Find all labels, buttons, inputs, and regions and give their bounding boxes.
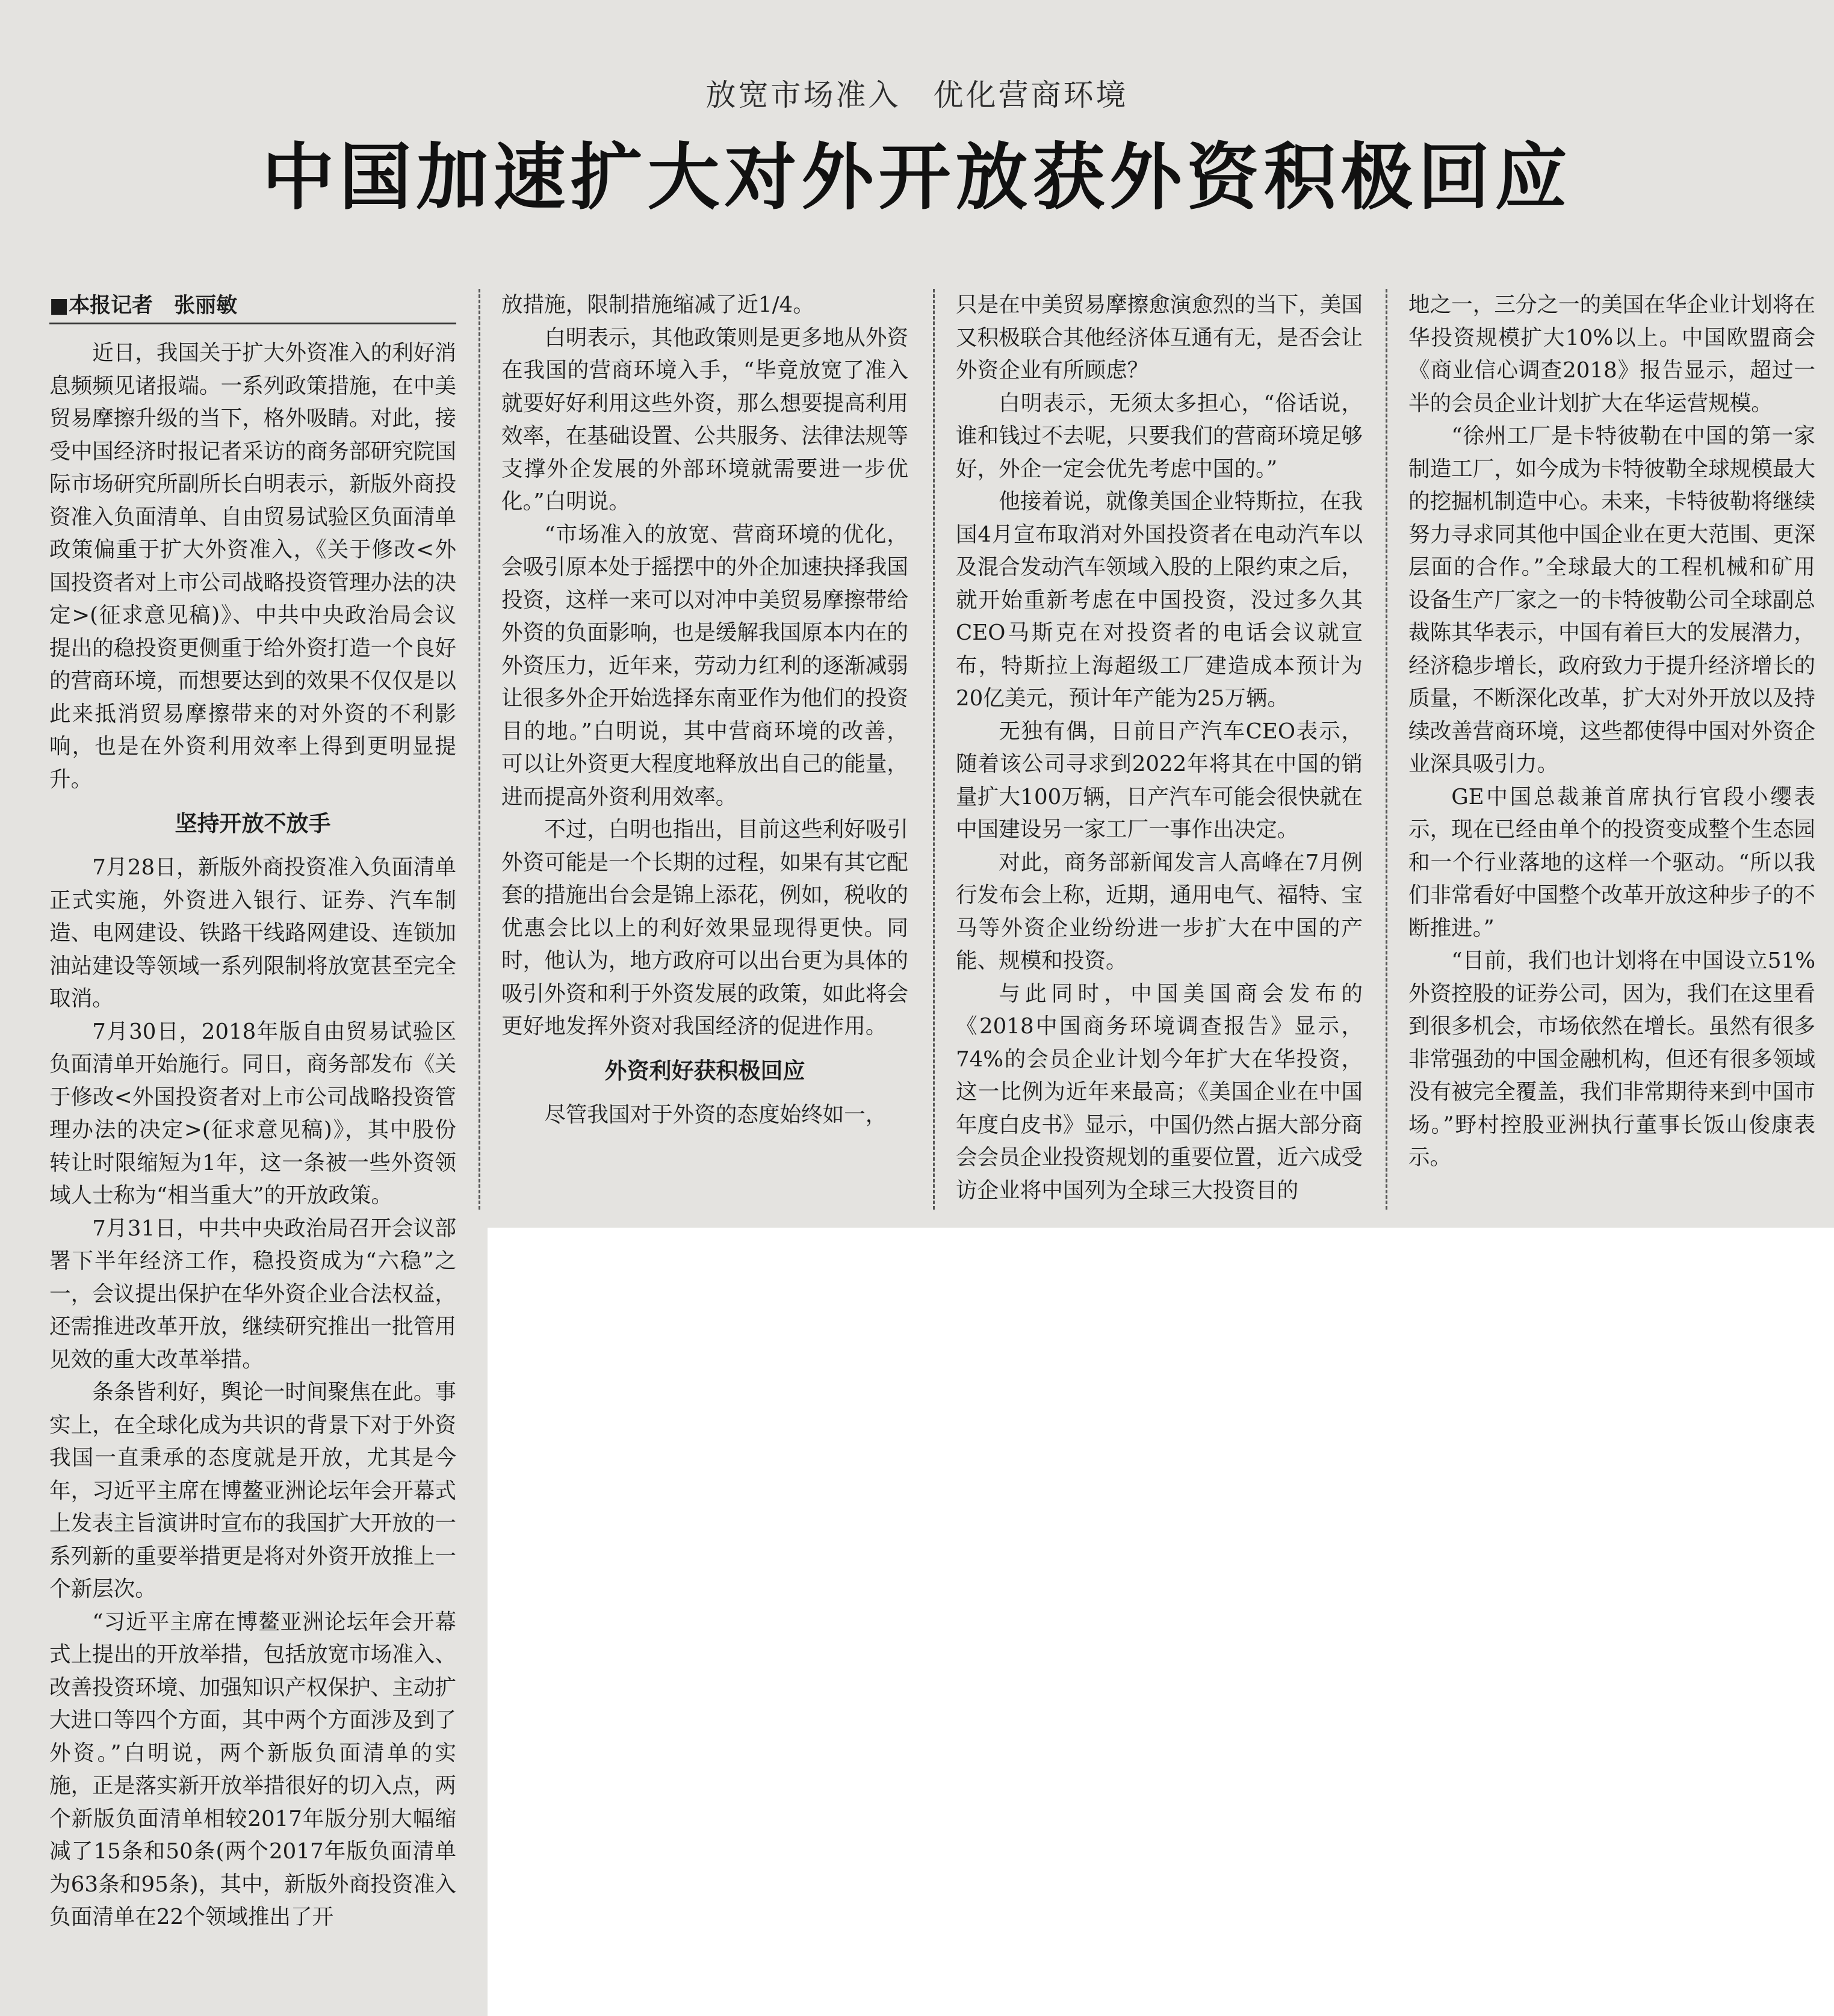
article-column-4 [1408, 289, 1815, 1219]
body-paragraph: GE中国总裁兼首席执行官段小缨表示，现在已经由单个的投资变成整个生态园和一个行业落地的这样一个驱动。“所以我们非常看好中国整个改革开放这种步子的不断推进。” [1408, 784, 1815, 941]
article-headline: 中国加速扩大对外开放获外资积极回应 [262, 135, 1572, 220]
body-paragraph: 条条皆利好，舆论一时间聚焦在此。事实上，在全球化成为共识的背景下对于外资我国一直秉承的态度就是开放，尤其是今年，习近平主席在博鳌亚洲论坛年会开幕式上发表主旨演讲时宣布的我国扩大开放的一系列新的重要举措更是将对外资开放推上一个新层次。 [49, 1380, 456, 1601]
body-paragraph: “习近平主席在博鳌亚洲论坛年会开幕式上提出的开放举措，包括放宽市场准入、改善投资环境、加强知识产权保护、主动扩大进口等四个方面，其中两个方面涉及到了外资。”白明说，两个新版负面清单的实施，正是落实新开放举措很好的切入点，两个新版负面清单相较2017年版分别大幅缩减了15条和50条(两个2017年版负面清单为63条和95条)，其中，新版外商投资准入负面清单在22个领域推出了开 [49, 1609, 456, 1929]
body-paragraph: 地之一，三分之一的美国在华企业计划将在华投资规模扩大10%以上。中国欧盟商会《商业信心调查2018》报告显示，超过一半的会员企业计划扩大在华运营规模。 [1408, 292, 1815, 416]
article-column-3 [956, 289, 1363, 1219]
body-paragraph: 白明表示，其他政策则是更多地从外资在我国的营商环境入手，“毕竟放宽了准入就要好好利用这些外资，那么想要提高利用效率，在基础设置、公共服务、法律法规等支撑外企发展的外部环境就需要进一步优化。”白明说。 [501, 325, 908, 514]
body-paragraph: 7月30日，2018年版自由贸易试验区负面清单开始施行。同日，商务部发布《关于修改<外国投资者对上市公司战略投资管理办法的决定>(征求意见稿)》，其中股份转让时限缩短为1年，这一条被一些外资领域人士称为“相当重大”的开放政策。 [49, 1019, 456, 1208]
column-divider [479, 289, 480, 1210]
body-paragraph: 无独有偶，日前日产汽车CEO表示，随着该公司寻求到2022年将其在中国的销量扩大100万辆，日产汽车可能会很快就在中国建设另一家工厂一事作出决定。 [956, 719, 1363, 842]
byline [49, 289, 456, 324]
article-column-2 [501, 289, 908, 1219]
body-paragraph: 7月31日，中共中央政治局召开会议部署下半年经济工作，稳投资成为“六稳”之一，会议提出保护在华外资企业合法权益，还需推进改革开放，继续研究推出一批管用见效的重大改革举措。 [49, 1216, 456, 1372]
body-paragraph: 白明表示，无须太多担心，“俗话说，谁和钱过不去呢，只要我们的营商环境足够好，外企一定会优先考虑中国的。” [956, 391, 1363, 481]
byline-text: 本报记者 张丽敏 [69, 294, 238, 318]
body-paragraph: “徐州工厂是卡特彼勒在中国的第一家制造工厂，如今成为卡特彼勒全球规模最大的挖掘机制造中心。未来，卡特彼勒将继续努力寻求同其他中国企业在更大范围、更深层面的合作。”全球最大的工程机械和矿用设备生产厂家之一的卡特彼勒公司全球副总裁陈其华表示，中国有着巨大的发展潜力，经济稳步增长，政府致力于提升经济增长的质量，不断深化改革，扩大对外开放以及持续改善营商环境，这些都使得中国对外资企业深具吸引力。 [1408, 424, 1815, 776]
article-subtitle: 放宽市场准入 优化营商环境 [705, 78, 1129, 113]
body-paragraph: 与此同时，中国美国商会发布的《2018中国商务环境调查报告》显示，74%的会员企业计划今年扩大在华投资，这一比例为近年来最高；《美国企业在中国年度白皮书》显示，中国仍然占据大部分商会会员企业投资规划的重要位置，近六成受访企业将中国列为全球三大投资目的 [956, 981, 1363, 1203]
body-paragraph: 近日，我国关于扩大外资准入的利好消息频频见诸报端。一系列政策措施，在中美贸易摩擦升级的当下，格外吸睛。对此，接受中国经济时报记者采访的商务部研究院国际市场研究所副所长白明表示，新版外商投资准入负面清单、自由贸易试验区负面清单政策偏重于扩大外资准入，《关于修改<外国投资者对上市公司战略投资管理办法的决定>(征求意见稿)》、中共中央政治局会议提出的稳投资更侧重于给外资打造一个良好的营商环境，而想要达到的效果不仅仅是以此来抵消贸易摩擦带来的对外资的不利影响，也是在外资利用效率上得到更明显提升。 [49, 341, 456, 792]
section-heading: 坚持开放不放手 [175, 811, 331, 836]
body-paragraph: 只是在中美贸易摩擦愈演愈烈的当下，美国又积极联合其他经济体互通有无，是否会让外资企业有所顾虑？ [956, 292, 1363, 383]
body-paragraph: “市场准入的放宽、营商环境的优化，会吸引原本处于摇摆中的外企加速抉择我国投资，这样一来可以对冲中美贸易摩擦带给外资的负面影响，也是缓解我国原本内在的外资压力，近年来，劳动力红利的逐渐减弱让很多外企开始选择东南亚作为他们的投资目的地。”白明说，其中营商环境的改善，可以让外资更大程度地释放出自己的能量，进而提高外资利用效率。 [501, 522, 908, 809]
column-divider [933, 289, 935, 1210]
body-paragraph: 不过，白明也指出，目前这些利好吸引外资可能是一个长期的过程，如果有其它配套的措施出台会是锦上添花，例如，税收的优惠会比以上的利好效果显现得更快。同时，他认为，地方政府可以出台更为具体的吸引外资和利于外资发展的政策，如此将会更好地发挥外资对我国经济的促进作用。 [501, 817, 908, 1039]
article-column-1 [49, 337, 456, 2007]
body-paragraph: 他接着说，就像美国企业特斯拉，在我国4月宣布取消对外国投资者在电动汽车以及混合发动汽车领域入股的上限约束之后，就开始重新考虑在中国投资，没过多久其CEO马斯克在对投资者的电话会议就宣布，特斯拉上海超级工厂建造成本预计为20亿美元，预计年产能为25万辆。 [956, 489, 1363, 711]
body-paragraph: 7月28日，新版外商投资准入负面清单正式实施，外资进入银行、证券、汽车制造、电网建设、铁路干线路网建设、连锁加油站建设等领域一系列限制将放宽甚至完全取消。 [49, 855, 456, 1011]
section-heading: 外资利好获积极回应 [604, 1057, 805, 1084]
byline-marker-icon: ■ [49, 294, 69, 318]
column-divider [1386, 289, 1387, 1210]
body-paragraph: 对此，商务部新闻发言人高峰在7月例行发布会上称，近期，通用电气、福特、宝马等外资企业纷纷进一步扩大在中国的产能、规模和投资。 [956, 850, 1363, 973]
body-paragraph: 放措施，限制措施缩减了近1/4。 [501, 292, 814, 317]
body-paragraph: 尽管我国对于外资的态度始终如一， [544, 1102, 887, 1127]
body-paragraph: “目前，我们也计划将在中国设立51%外资控股的证券公司，因为，我们在这里看到很多机会，市场依然在增长。虽然有很多非常强劲的中国金融机构，但还有很多领域没有被完全覆盖，我们非常期待来到中国市场。”野村控股亚洲执行董事长饭山俊康表示。 [1408, 948, 1815, 1170]
